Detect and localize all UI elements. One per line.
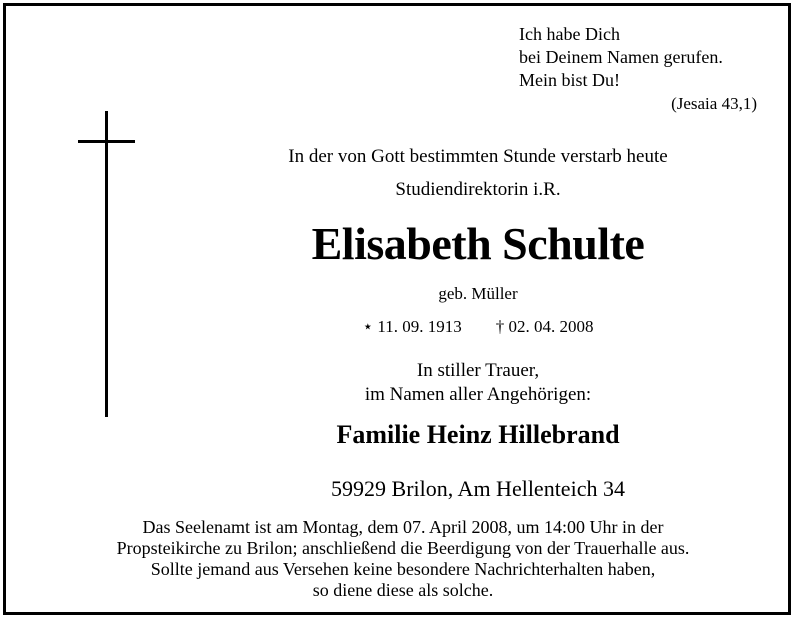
death-date: † 02. 04. 2008 — [495, 317, 594, 336]
birth-date: ⋆ 11. 09. 1913 — [362, 317, 462, 336]
family-address: 59929 Brilon, Am Hellenteich 34 — [331, 476, 625, 501]
life-dates — [146, 317, 800, 337]
obituary-notice — [3, 3, 791, 615]
intro-text: In der von Gott bestimmten Stunde verstarb heute — [288, 146, 668, 167]
funeral-details — [6, 517, 800, 601]
verse-reference: (Jesaia 43,1) — [671, 94, 757, 113]
mourning-line: im Namen aller Angehörigen: — [364, 384, 592, 405]
verse-line: Mein bist Du! — [519, 70, 620, 90]
footer-line: Propsteikirche zu Brilon; anschließend die Beerdigung von der Trauerhalle aus. — [116, 538, 690, 558]
verse-line: Ich habe Dich — [519, 24, 620, 44]
mourning-line: In stiller Trauer, — [416, 360, 540, 381]
maiden-name: geb. Müller — [438, 284, 518, 303]
cross-horizontal-bar — [78, 140, 135, 143]
footer-line: Sollte jemand aus Versehen keine besondere Nachrichterhalten haben, — [150, 559, 656, 579]
deceased-name: Elisabeth Schulte — [311, 218, 645, 269]
verse-line: bei Deinem Namen gerufen. — [519, 47, 723, 67]
footer-line: so diene diese als solche. — [312, 580, 494, 600]
cross-vertical-bar — [105, 111, 108, 417]
family-name: Familie Heinz Hillebrand — [336, 420, 620, 449]
deceased-title: Studiendirektorin i.R. — [395, 179, 561, 200]
footer-line: Das Seelenamt ist am Montag, dem 07. April 2008, um 14:00 Uhr in der — [142, 517, 664, 537]
bible-verse — [519, 23, 779, 115]
mourning-text — [146, 359, 800, 407]
